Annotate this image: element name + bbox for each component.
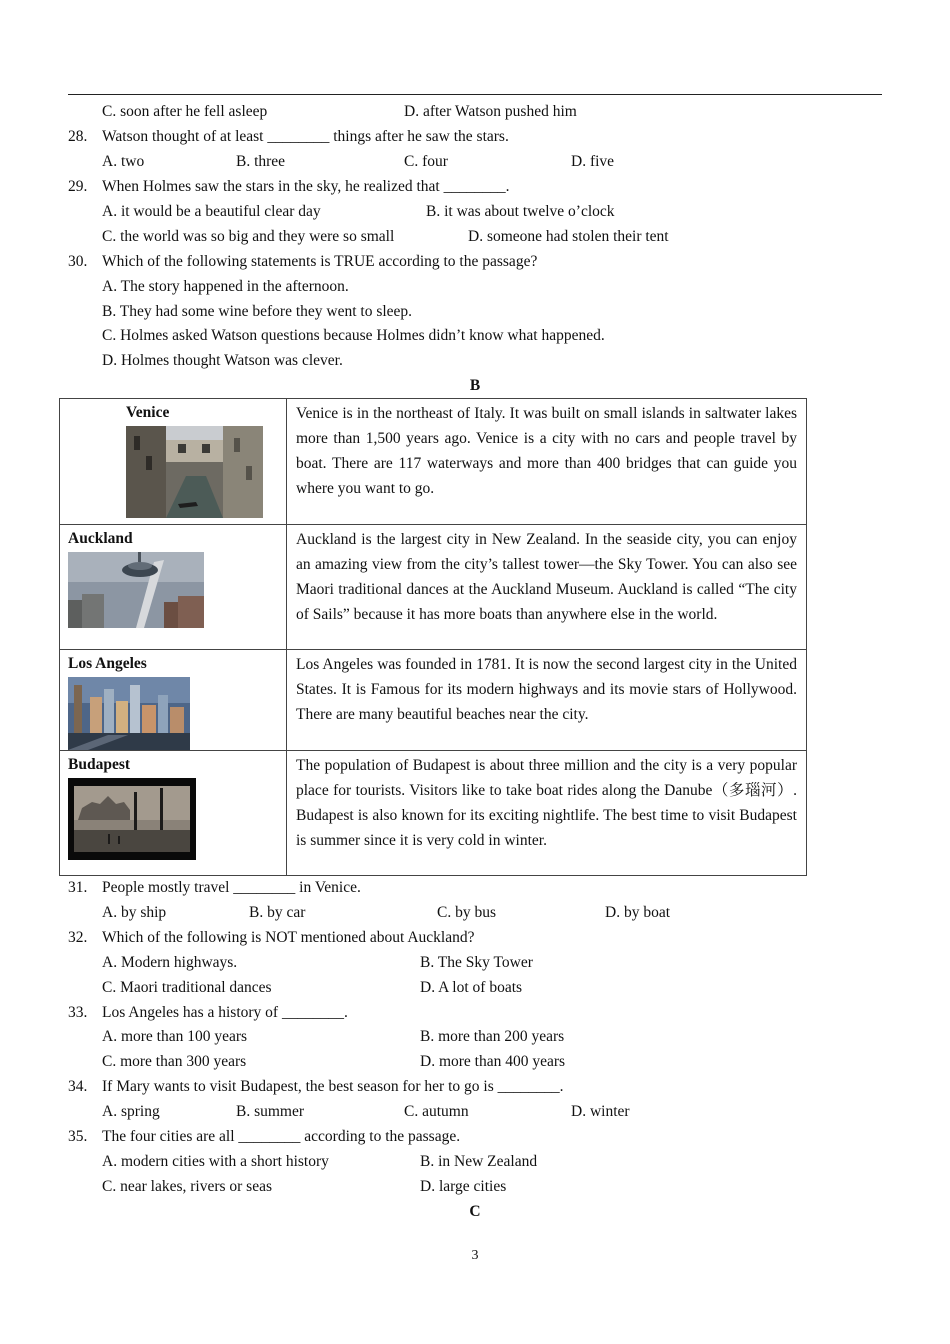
q29-option-b: B. it was about twelve o’clock bbox=[426, 203, 615, 220]
q29-number: 29. bbox=[68, 178, 88, 195]
city-name-auckland: Auckland bbox=[68, 530, 133, 547]
q28-number: 28. bbox=[68, 128, 88, 145]
venice-description: Venice is in the northeast of Italy. It was built on small islands in saltwater lakes more than 1,500 years ago. Venice is a city with no cars and people travel by boat. There are 117 waterways and more than 400 bridges that can guide you where you want to go. bbox=[287, 399, 807, 525]
q28-option-d: D. five bbox=[571, 153, 615, 170]
q30-text: Which of the following statements is TRUE according to the passage? bbox=[102, 253, 538, 270]
q29-option-c: C. the world was so big and they were so small bbox=[102, 228, 395, 245]
q29-option-d: D. someone had stolen their tent bbox=[468, 228, 669, 245]
auckland-description: Auckland is the largest city in New Zealand. In the seaside city, you can enjoy an amazing view from the city’s tallest tower—the Sky Tower. You can also see Maori traditional dances at the Auckland Museum. Auckland is called “The city of Sails” because it has more boats than anywhere else in the world. bbox=[287, 525, 807, 650]
q35-option-d: D. large cities bbox=[420, 1178, 507, 1195]
q33-option-d: D. more than 400 years bbox=[420, 1053, 566, 1070]
q29-text: When Holmes saw the stars in the sky, he realized that ________. bbox=[102, 178, 510, 195]
section-c-heading: C bbox=[469, 1203, 481, 1220]
auckland-cell bbox=[60, 525, 287, 650]
cities-table bbox=[59, 398, 807, 876]
budapest-photo bbox=[68, 778, 196, 860]
q34-option-d: D. winter bbox=[571, 1103, 630, 1120]
q29-option-a: A. it would be a beautiful clear day bbox=[102, 203, 321, 220]
q33-option-b: B. more than 200 years bbox=[420, 1028, 565, 1045]
table-row bbox=[60, 525, 807, 650]
q33-number: 33. bbox=[68, 1004, 88, 1021]
q34-option-c: C. autumn bbox=[404, 1103, 469, 1120]
table-row bbox=[60, 751, 807, 876]
venice-cell bbox=[60, 399, 287, 525]
q30-option-b: B. They had some wine before they went to sleep. bbox=[102, 303, 413, 320]
q27-option-c: C. soon after he fell asleep bbox=[102, 103, 268, 120]
los-angeles-cell bbox=[60, 650, 287, 751]
q33-text: Los Angeles has a history of ________. bbox=[102, 1004, 348, 1021]
los-angeles-photo bbox=[68, 677, 190, 750]
q35-option-b: B. in New Zealand bbox=[420, 1153, 538, 1170]
q30-number: 30. bbox=[68, 253, 88, 270]
q28-text: Watson thought of at least ________ things after he saw the stars. bbox=[102, 128, 509, 145]
q31-number: 31. bbox=[68, 879, 88, 896]
table-row bbox=[60, 650, 807, 751]
q35-option-a: A. modern cities with a short history bbox=[102, 1153, 329, 1170]
los-angeles-description: Los Angeles was founded in 1781. It is now the second largest city in the United States. It is Famous for its modern highways and its movie stars of Hollywood. There are many beautiful beaches near the city. bbox=[287, 650, 807, 751]
q30-option-c: C. Holmes asked Watson questions because Holmes didn’t know what happened. bbox=[102, 327, 605, 344]
q28-option-c: C. four bbox=[404, 153, 448, 170]
q28-option-a: A. two bbox=[102, 153, 145, 170]
top-rule bbox=[68, 94, 882, 95]
q32-option-b: B. The Sky Tower bbox=[420, 954, 533, 971]
auckland-photo bbox=[68, 552, 204, 628]
q32-number: 32. bbox=[68, 929, 88, 946]
q30-option-d: D. Holmes thought Watson was clever. bbox=[102, 352, 343, 369]
q32-option-a: A. Modern highways. bbox=[102, 954, 238, 971]
q34-text: If Mary wants to visit Budapest, the best season for her to go is ________. bbox=[102, 1078, 564, 1095]
venice-photo bbox=[126, 426, 263, 518]
city-name-budapest: Budapest bbox=[68, 756, 131, 773]
q32-option-c: C. Maori traditional dances bbox=[102, 979, 272, 996]
q32-text: Which of the following is NOT mentioned about Auckland? bbox=[102, 929, 475, 946]
q33-option-a: A. more than 100 years bbox=[102, 1028, 248, 1045]
q35-option-c: C. near lakes, rivers or seas bbox=[102, 1178, 273, 1195]
q30-option-a: A. The story happened in the afternoon. bbox=[102, 278, 349, 295]
q34-option-a: A. spring bbox=[102, 1103, 160, 1120]
q27-option-d: D. after Watson pushed him bbox=[404, 103, 577, 120]
q31-option-b: B. by car bbox=[249, 904, 306, 921]
q31-text: People mostly travel ________ in Venice. bbox=[102, 879, 361, 896]
city-name-los-angeles: Los Angeles bbox=[68, 655, 147, 672]
q34-option-b: B. summer bbox=[236, 1103, 305, 1120]
page-number: 3 bbox=[471, 1248, 479, 1263]
q31-option-d: D. by boat bbox=[605, 904, 671, 921]
q34-number: 34. bbox=[68, 1078, 88, 1095]
q33-option-c: C. more than 300 years bbox=[102, 1053, 247, 1070]
q28-option-b: B. three bbox=[236, 153, 286, 170]
q35-text: The four cities are all ________ according to the passage. bbox=[102, 1128, 461, 1145]
q32-option-d: D. A lot of boats bbox=[420, 979, 523, 996]
table-row bbox=[60, 399, 807, 525]
budapest-description: The population of Budapest is about three million and the city is a very popular place for tourists. Visitors like to take boat rides along the Danube（多瑙河）. Budapest is also known for its exciting nightlife. The best time to visit Budapest is summer since it is very cold in winter. bbox=[287, 751, 807, 876]
city-name-venice: Venice bbox=[126, 404, 170, 421]
q31-option-a: A. by ship bbox=[102, 904, 167, 921]
section-b-heading: B bbox=[469, 377, 481, 394]
budapest-cell bbox=[60, 751, 287, 876]
q35-number: 35. bbox=[68, 1128, 88, 1145]
q31-option-c: C. by bus bbox=[437, 904, 496, 921]
